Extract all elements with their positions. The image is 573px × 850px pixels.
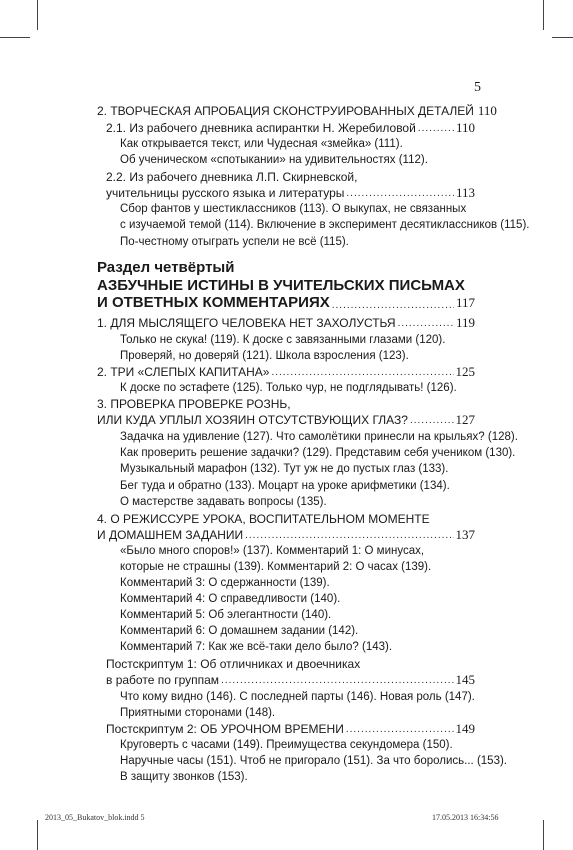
section-title: АЗБУЧНЫЕ ИСТИНЫ В УЧИТЕЛЬСКИХ ПИСЬМАХ [97, 277, 465, 294]
leader-dots [245, 530, 453, 542]
toc-subentry: Комментарий 7: Как же всё-таки дело было? (143). [120, 641, 393, 653]
toc-subentry: Как проверить решение задачки? (129). Представим себя учеником (130). [120, 447, 516, 459]
toc-subentry: Музыкальный марафон (132). Тут уж не до пустых глаз (133). [120, 463, 449, 475]
toc-entry-title: ИЛИ КУДА УПЛЫЛ ХОЗЯИН ОТСУТСТВУЮЩИХ ГЛАЗ? [97, 413, 408, 427]
toc-subentry: Что кому видно (146). С последней парты (146). Новая роль (147). [120, 691, 475, 703]
toc-subentry: Комментарий 5: Об элегантности (140). [120, 609, 332, 621]
leader-dots [410, 415, 454, 427]
toc-page-number: 149 [455, 721, 475, 736]
toc-page-number: 137 [455, 527, 475, 542]
toc-entry-title: И ДОМАШНЕМ ЗАДАНИИ [97, 528, 244, 542]
toc-entry-title: в работе по группам [106, 673, 220, 687]
toc-subentry: Как открывается текст, или Чудесная «змейка» (111). [120, 138, 403, 150]
toc-subentry: с изучаемой темой (114). Включение в эксперимент десятиклассников (115). [120, 219, 530, 231]
toc-subentry: «Было много споров!» (137). Комментарий 1: О минусах, [120, 545, 425, 557]
leader-dots [332, 300, 454, 312]
toc-subentry: Об ученическом «спотыкании» на удивительностях (112). [120, 154, 428, 166]
section-label: Раздел четвёртый [97, 259, 235, 276]
crop-mark [543, 0, 544, 30]
leader-dots [346, 724, 454, 736]
toc-page-number: 145 [455, 672, 475, 687]
toc-entry[interactable] [106, 186, 475, 200]
toc-subentry: К доске по эстафете (125). Только чур, не подглядывать! (126). [120, 382, 457, 394]
toc-entry[interactable] [106, 722, 475, 736]
toc-subentry: Комментарий 6: О домашнем задании (142). [120, 625, 359, 637]
toc-subentry: В защиту звонков (153). [120, 771, 248, 783]
toc-entry-title: 2. ТВОРЧЕСКАЯ АПРОБАЦИЯ СКОНСТРУИРОВАННЫХ ДЕТАЛЕЙ [97, 104, 474, 118]
toc-entry-title: 1. ДЛЯ МЫСЛЯЩЕГО ЧЕЛОВЕКА НЕТ ЗАХОЛУСТЬЯ [97, 316, 396, 330]
toc-subentry: О мастерстве задавать вопросы (135). [120, 496, 327, 508]
toc-entry-title: 2.1. Из рабочего дневника аспирантки Н. Жеребиловой [106, 121, 416, 135]
toc-entry-title: учительницы русского языка и литературы [106, 186, 345, 200]
leader-dots [346, 188, 454, 200]
footer-file-info: 2013_05_Bukatov_blok.indd 5 [45, 813, 145, 822]
toc-subentry: Задачка на удивление (127). Что самолётики принесли на крыльях? (128). [120, 431, 518, 443]
toc-subentry: Только не скука! (119). К доске с завязанными глазами (120). [120, 334, 446, 346]
toc-page-number: 117 [455, 295, 475, 310]
footer-timestamp: 17.05.2013 16:34:56 [432, 813, 499, 822]
toc-page-number: 110 [455, 120, 475, 135]
crop-mark [0, 37, 30, 38]
section-title-entry[interactable] [97, 294, 475, 312]
toc-subentry: Круговерть с часами (149). Преимущества секундомера (150). [120, 739, 453, 751]
toc-subentry: Приятными сторонами (148). [120, 707, 276, 719]
crop-mark [543, 820, 544, 850]
crop-mark [37, 0, 38, 30]
toc-subentry: Комментарий 4: О справедливости (140). [120, 593, 341, 605]
leader-dots [398, 318, 454, 330]
toc-subentry: Наручные часы (151). Чтоб не пригорало (151). За что боролись... (153). [120, 755, 507, 767]
toc-page-number: 125 [455, 364, 475, 379]
toc-subentry: Проверяй, но доверяй (121). Школа взросления (123). [120, 350, 409, 362]
toc-entry[interactable] [97, 316, 475, 330]
toc-subentry: Сбор фантов у шестиклассников (113). О выкупах, не связанных [120, 203, 467, 215]
toc-entry-title-line: 4. О РЕЖИССУРЕ УРОКА, ВОСПИТАТЕЛЬНОМ МОМЕНТЕ [97, 512, 430, 526]
toc-entry[interactable] [97, 528, 475, 542]
leader-dots [418, 123, 454, 135]
toc-entry-title-line: Постскриптум 1: Об отличниках и двоечниках [106, 657, 361, 671]
toc-entry[interactable] [106, 673, 475, 687]
section-title-line: И ОТВЕТНЫХ КОММЕНТАРИЯХ [97, 294, 330, 311]
toc-entry-title: Постскриптум 2: ОБ УРОЧНОМ ВРЕМЕНИ [106, 722, 344, 736]
crop-mark [552, 37, 573, 38]
toc-entry[interactable] [106, 121, 475, 135]
page-number: 5 [474, 80, 481, 95]
toc-entry[interactable] [97, 413, 475, 427]
toc-page-number: 119 [455, 315, 475, 330]
toc-page-number: 113 [455, 185, 475, 200]
toc-entry[interactable] [97, 365, 475, 379]
toc-entry-title: 2. ТРИ «СЛЕПЫХ КАПИТАНА» [97, 365, 270, 379]
toc-entry-title-line: 3. ПРОВЕРКА ПРОВЕРКЕ РОЗНЬ, [97, 397, 291, 411]
toc-subentry: Комментарий 3: О сдержанности (139). [120, 577, 330, 589]
leader-dots [221, 675, 453, 687]
toc-subentry: Бег туда и обратно (133). Моцарт на уроке арифметики (134). [120, 480, 450, 492]
leader-dots [271, 367, 453, 379]
toc-entry[interactable] [97, 103, 497, 118]
toc-subentry: По-честному отыграть успели не всё (115). [120, 236, 349, 248]
toc-subentry: которые не страшны (139). Комментарий 2: О часах (139). [120, 561, 432, 573]
toc-page-number: 127 [455, 412, 475, 427]
crop-mark [37, 820, 38, 850]
toc-page-number: 110 [477, 103, 497, 118]
toc-entry-title-line: 2.2. Из рабочего дневника Л.П. Скирневской, [106, 170, 358, 184]
